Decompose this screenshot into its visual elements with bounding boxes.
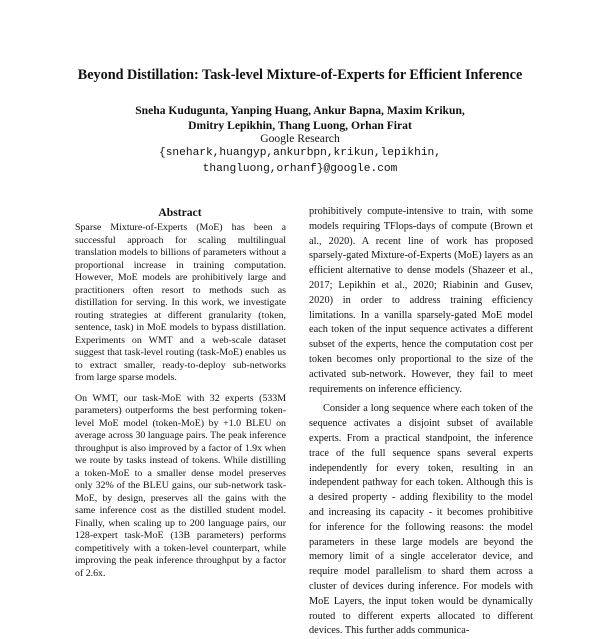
author-line-2: Dmitry Lepikhin, Thang Luong, Orhan Firat bbox=[188, 119, 412, 132]
body-paragraph-2: Consider a long sequence where each token of the sequence activates a disjoint subset of available experts. From a practical standpoint, the inference trace of the full sequence spans several experts independently for every token, resulting in an independent pathway for each token. Although this is a desired property - adding flexibility to the model and increasing its capacity - it becomes prohibitive for inference for the following reasons: the model parameters in these large models are beyond the memory limit of a single accelerator device, and require model parallelism to shard them across a cluster of devices during inference. For models with MoE Layers, the input token would be dynamically routed to different experts allocated to different devices. This further adds communica- bbox=[309, 403, 533, 637]
abstract-column bbox=[75, 222, 286, 616]
body-paragraph-1: prohibitively compute-intensive to train, with some models requiring TFlops-days of compute (Brown et al., 2020). A recent line of work has proposed sparsely-gated Mixture-of-Experts (MoE) layers as an efficient alternative to dense models (Shazeer et al., 2017; Lepikhin et al., 2020; Riabinin and Gusev, 2020) in order to address training efficiency limitations. In a vanilla sparsely-gated MoE model each token of the input sequence activates a different subset of the experts, hence the computation cost per token becomes only proportional to the size of the activated sub-network. However, they fail to meet requirements on inference efficiency. bbox=[309, 206, 533, 395]
abstract-heading: Abstract bbox=[158, 206, 202, 219]
author-line-1: Sneha Kudugunta, Yanping Huang, Ankur Bapna, Maxim Krikun, bbox=[135, 104, 465, 117]
email-line-1: {snehark,huangyp,ankurbpn,krikun,lepikhin, bbox=[159, 147, 441, 159]
abstract-paragraph-2: On WMT, our task-MoE with 32 experts (533M parameters) outperforms the best performing token-level MoE model (token-MoE) by +1.0 BLEU on average across 30 language pairs. The peak inference throughput is also improved by a factor of 1.9x when we route by tasks instead of tokens. While distilling a token-MoE to a smaller dense model preserves only 32% of the BLEU gains, our sub-network task-MoE, by design, preserves all the gains with the same inference cost as the distilled student model. Finally, when scaling up to 200 language pairs, our 128-expert task-MoE (13B parameters) performs competitively with a token-level counterpart, while improving the peak inference throughput by a factor of 2.6x. bbox=[75, 392, 286, 579]
author-emails bbox=[0, 146, 600, 177]
body-column bbox=[309, 205, 533, 637]
email-line-2: thangluong,orhanf}@google.com bbox=[202, 162, 398, 175]
paper-title: Beyond Distillation: Task-level Mixture-of-Experts for Efficient Inference bbox=[77, 67, 523, 83]
affiliation: Google Research bbox=[260, 132, 340, 145]
author-list bbox=[0, 103, 600, 133]
abstract-paragraph-1: Sparse Mixture-of-Experts (MoE) has been a successful approach for scaling multilingual translation models to billions of parameters without a proportional increase in training computation. However, MoE models are prohibitively large and practitioners often resort to methods such as distillation for serving. In this work, we investigate routing strategies at different granularity (token, sentence, task) in MoE models to bypass distillation. Experiments on WMT and a web-scale dataset suggest that task-level routing (task-MoE) enables us to extract smaller, ready-to-deploy sub-networks from large sparse models. bbox=[75, 222, 286, 383]
